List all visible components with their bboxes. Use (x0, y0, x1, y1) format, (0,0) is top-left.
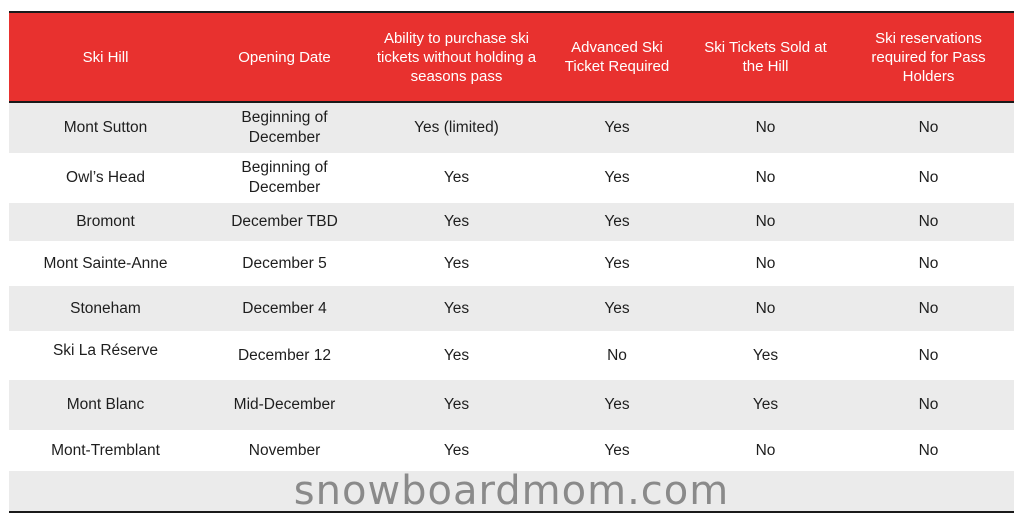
cell-reservations: No (918, 299, 939, 317)
cell-reservations: No (918, 346, 939, 364)
cell-ski-hill: Mont Sainte-Anne (43, 254, 168, 272)
cell-sold-at-hill: No (755, 119, 776, 136)
cell-purchase-without-pass: Yes (443, 254, 470, 272)
cell-opening-date: December 12 (237, 346, 332, 364)
cell-opening-date: Beginning of December (241, 159, 328, 196)
cell-advanced-ticket: Yes (604, 169, 630, 186)
table-row (9, 203, 1014, 241)
table-row (9, 430, 1014, 471)
table-row (9, 331, 1014, 380)
table-header-row (9, 13, 1014, 102)
table-row (9, 380, 1014, 430)
cell-advanced-ticket: No (607, 346, 627, 364)
header-advanced-ticket: Advanced Ski Ticket Required (564, 39, 670, 75)
watermark: snowboardmom.com (293, 468, 730, 514)
table-row (9, 241, 1014, 286)
ski-hill-table (9, 13, 1014, 471)
cell-purchase-without-pass: Yes (443, 299, 470, 317)
cell-ski-hill: Bromont (76, 213, 135, 230)
cell-sold-at-hill: No (755, 169, 776, 186)
cell-purchase-without-pass: Yes (443, 441, 470, 459)
cell-advanced-ticket: Yes (604, 299, 630, 317)
cell-advanced-ticket: Yes (604, 213, 630, 230)
cell-opening-date: Beginning of December (241, 109, 328, 146)
ski-hill-table-container (9, 13, 1014, 471)
cell-sold-at-hill: No (755, 254, 776, 272)
cell-purchase-without-pass: Yes (limited) (414, 119, 499, 136)
cell-reservations: No (918, 169, 939, 186)
cell-advanced-ticket: Yes (604, 441, 630, 459)
cell-purchase-without-pass: Yes (443, 169, 470, 186)
cell-reservations: No (918, 119, 939, 136)
table-footer-row (9, 468, 1014, 514)
cell-ski-hill: Ski La Réserve (52, 342, 159, 359)
cell-opening-date: December 5 (242, 254, 327, 272)
cell-purchase-without-pass: Yes (443, 346, 470, 364)
cell-sold-at-hill: No (755, 299, 776, 317)
header-opening-date: Opening Date (238, 48, 331, 66)
header-sold-at-hill: Ski Tickets Sold at the Hill (704, 39, 827, 75)
header-purchase-without-pass: Ability to purchase ski tickets without holding a seasons pass (376, 29, 537, 85)
cell-opening-date: December TBD (231, 213, 338, 230)
cell-opening-date: November (248, 441, 321, 459)
cell-purchase-without-pass: Yes (443, 213, 470, 230)
cell-ski-hill: Stoneham (70, 299, 141, 317)
cell-opening-date: December 4 (242, 299, 327, 317)
table-row (9, 102, 1014, 153)
cell-sold-at-hill: No (755, 213, 776, 230)
cell-sold-at-hill: No (755, 441, 776, 459)
cell-advanced-ticket: Yes (604, 396, 630, 413)
cell-advanced-ticket: Yes (604, 254, 630, 272)
cell-sold-at-hill: Yes (752, 396, 779, 413)
cell-reservations: No (918, 441, 939, 459)
cell-ski-hill: Owl’s Head (66, 169, 145, 186)
header-ski-hill: Ski Hill (82, 48, 129, 66)
cell-ski-hill: Mont Blanc (66, 396, 145, 413)
table-row (9, 153, 1014, 203)
header-reservations-pass-holders: Ski reservations required for Pass Holders (871, 29, 986, 85)
cell-reservations: No (918, 213, 939, 230)
cell-reservations: No (918, 254, 939, 272)
table-row (9, 286, 1014, 331)
cell-sold-at-hill: Yes (752, 346, 779, 364)
cell-advanced-ticket: Yes (604, 119, 630, 136)
cell-reservations: No (918, 396, 939, 413)
cell-purchase-without-pass: Yes (443, 396, 470, 413)
cell-ski-hill: Mont-Tremblant (51, 441, 160, 459)
cell-opening-date: Mid-December (233, 396, 336, 413)
cell-ski-hill: Mont Sutton (63, 119, 148, 136)
